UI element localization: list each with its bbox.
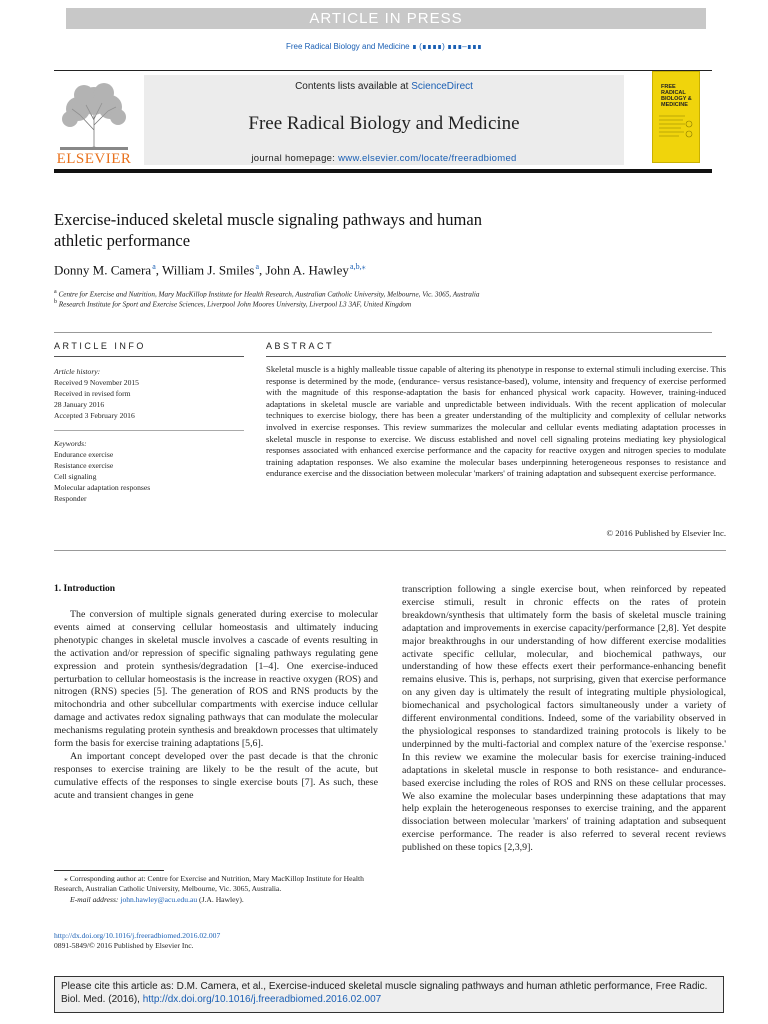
footnote-rule bbox=[54, 870, 164, 871]
article-title-line: athletic performance bbox=[54, 231, 191, 250]
publisher-wordmark: ELSEVIER bbox=[56, 151, 132, 167]
keyword: Resistance exercise bbox=[54, 461, 114, 470]
affiliation bbox=[54, 299, 411, 308]
journal-masthead bbox=[144, 75, 624, 165]
author-name: William J. Smiles bbox=[162, 262, 255, 278]
affiliation-text: Centre for Exercise and Nutrition, Mary MacKillop Institute for Health Research, Australian Catholic University, Melbourne, Vic. 3065, Australia bbox=[58, 290, 480, 299]
email-link[interactable]: john.hawley@acu.edu.au bbox=[120, 894, 198, 904]
abstract-text: Skeletal muscle is a highly malleable tissue capable of altering its phenotype in response to external stimuli including exercise. This response is determined by the mode, (endurance- versus resistance-based), volume, intensity and frequency of exercise performed with the magnitude of this response-adaptation the basis for enhanced physical work capacity. However, training-induced adaptations in skeletal muscle are variable and unpredictable between individuals. With the recent application of molecular techniques to exercise biology, there has been a greater understanding of the multiplicity and complexity of cellular networks involved in exercise responses. This review summarizes the molecular and cellular events mediating adaptation processes in skeletal muscle in response to exercise. We discuss established and novel cell signaling proteins mediating key physiological responses associated with enhanced exercise performance and the capacity for reactive oxygen and nitrogen species to modulate training adaptation responses. We also examine the molecular bases underpinning heterogeneous responses to resistance and endurance exercise and the dissociation between molecular 'markers' of training adaptation and subsequent exercise performance. bbox=[266, 364, 726, 479]
affiliation bbox=[54, 289, 480, 298]
keyword: Cell signaling bbox=[54, 472, 97, 481]
body-paragraph: The conversion of multiple signals generated during exercise to molecular events aimed at conserving cellular homeostasis and ultimately inducing phenotypic changes in skeletal muscle involves a cascade of events resulting in the activation and/or repression of specific signaling pathways regulating gene expression and protein synthesis/degradation [1–4]. One exercise-induced perturbation to cellular homeostasis is the increase in reactive oxygen (ROS) and nitrogen (RNS) species [5]. The generation of ROS and RNS products by the mitochondria and other subcellular compartments with exercise induce cellular damage and activates redox signaling pathways that can modulate the molecular mechanisms regulating protein synthesis and breakdown processes that ultimately form the basis for exercise training adaptations [5,6]. bbox=[54, 609, 378, 750]
contents-prefix: Contents lists available at bbox=[295, 81, 412, 92]
history-entry: Received 9 November 2015 bbox=[54, 378, 139, 387]
contents-lists-line bbox=[144, 81, 624, 92]
abstract-heading: ABSTRACT bbox=[266, 341, 335, 351]
email-line bbox=[54, 895, 380, 905]
cover-decoration-icon bbox=[657, 112, 695, 160]
sciencedirect-link[interactable]: ScienceDirect bbox=[411, 81, 473, 92]
article-title-line: Exercise-induced skeletal muscle signaling pathways and human bbox=[54, 210, 482, 229]
body-paragraph: An important concept developed over the past decade is that the chronic responses to exercise training are likely to be the result of the acute, but cumulative effects of the responses to single exercise bouts [7]. As such, these acute and transient changes in gene bbox=[54, 750, 378, 801]
history-entry: Received in revised form bbox=[54, 389, 131, 398]
cover-title bbox=[661, 84, 692, 108]
doi-block bbox=[54, 931, 220, 952]
author-affiliation-marker[interactable]: a bbox=[255, 262, 259, 271]
section-divider bbox=[54, 332, 712, 333]
keywords-label: Keywords: bbox=[54, 439, 87, 448]
email-label: E-mail address: bbox=[70, 894, 121, 904]
citation-text: Please cite this article as: D.M. Camera, et al., Exercise-induced skeletal muscle signaling pathways and human athletic performance, Free Radic. Biol. Med. (2016), bbox=[61, 981, 708, 1005]
affiliation-marker: a bbox=[54, 289, 57, 295]
author-affiliation-marker[interactable]: a,b,⁎ bbox=[350, 262, 366, 271]
abstract-rule bbox=[266, 356, 726, 357]
cover-title-line: FREE bbox=[661, 84, 676, 90]
body-paragraph: transcription following a single exercise bout, when reinforced by repeated exercise stimuli, result in chronic effects on the rates of protein breakdown/synthesis that ultimately form the basis of skeletal muscle training adaptation and improvements in exercise capacity/performance [2,8]. Yet despite major breakthroughs in our understanding of how different exercise modalities activate specific cellular, molecular, and biochemical pathways, our understanding of how these effects exert their performance-enhancing benefit remains elusive. This is, perhaps, not surprising, given that exercise performance on any given day is ultimately the result of integrating multiple physiological, biomechanical and psychological factors simultaneously under a variety of different environmental conditions. Indeed, some of the variability observed in the physiological responses to standardized training protocols is likely to be underpinned by the multi-factorial and complex nature of the 'exercise response.' In this review we examine the molecular basis for exercise training-induced adaptations in skeletal muscle in response to both resistance- and endurance-based exercise including the roles of ROS and RNS on these cellular processes. We also examine the molecular bases underpinning these adaptations that may help explain the heterogeneous responses to exercise training, and the apparent dissociation between molecular 'markers' of training adaptation and subsequent exercise performance. The reader is also referred to several recent reviews published on these topics [2,3,9]. bbox=[402, 584, 726, 854]
cover-title-line: RADICAL bbox=[661, 90, 686, 96]
article-history bbox=[54, 366, 244, 421]
keyword: Molecular adaptation responses bbox=[54, 483, 151, 492]
author-affiliation-marker[interactable]: a bbox=[152, 262, 156, 271]
journal-title: Free Radical Biology and Medicine bbox=[248, 113, 520, 134]
affiliation-text: Research Institute for Sport and Exercise Sciences, Liverpool John Moores University, Liverpool L3 3AF, United Kingdom bbox=[58, 300, 412, 309]
affiliation-marker: b bbox=[54, 299, 57, 305]
journal-homepage-line bbox=[144, 153, 624, 164]
article-info-inner-rule bbox=[54, 430, 244, 431]
corresponding-author-text: ⁎ Corresponding author at: Centre for Exercise and Nutrition, Mary MacKillop Institute for Health Research, Australian Catholic University, Melbourne, Vic. 3065, Australia. bbox=[54, 874, 364, 894]
journal-citation-line[interactable]: Free Radical Biology and Medicine ∎ (∎∎∎∎) ∎∎∎–∎∎∎ bbox=[285, 42, 483, 51]
author-list: Donny M. Camera $^a$, William J. Smiles $^a$, John A. Hawley $^{a,b,⁎}$ bbox=[54, 262, 366, 278]
author-name: Donny M. Camera bbox=[54, 262, 152, 278]
article-info-heading: ARTICLE INFO bbox=[54, 341, 146, 351]
homepage-link[interactable]: www.elsevier.com/locate/freeradbiomed bbox=[338, 153, 517, 164]
cover-title-line: MEDICINE bbox=[661, 102, 688, 108]
citation-doi-link[interactable]: http://dx.doi.org/10.1016/j.freeradbiomed.2016.02.007 bbox=[142, 994, 382, 1005]
article-title bbox=[54, 209, 634, 251]
keyword: Endurance exercise bbox=[54, 450, 114, 459]
introduction-heading: 1. Introduction bbox=[54, 584, 116, 594]
journal-cover-thumbnail[interactable] bbox=[652, 71, 700, 163]
keywords-block bbox=[54, 438, 244, 504]
cover-title-line: BIOLOGY & bbox=[661, 96, 692, 102]
left-column bbox=[54, 609, 378, 803]
homepage-label: journal homepage: bbox=[251, 153, 339, 164]
copyright-line: © 2016 Published by Elsevier Inc. bbox=[606, 528, 726, 538]
header-divider bbox=[54, 169, 712, 173]
email-suffix: (J.A. Hawley). bbox=[197, 894, 244, 904]
keyword: Responder bbox=[54, 494, 87, 503]
citation-box bbox=[54, 976, 724, 1013]
journal-header bbox=[54, 70, 712, 168]
corresponding-author-footnote bbox=[54, 874, 380, 905]
author-name: John A. Hawley bbox=[265, 262, 349, 278]
history-entry: Accepted 3 February 2016 bbox=[54, 411, 135, 420]
article-history-label: Article history: bbox=[54, 367, 101, 376]
article-info-rule bbox=[54, 356, 244, 357]
article-in-press-banner: ARTICLE IN PRESS bbox=[66, 8, 706, 29]
right-column bbox=[402, 584, 726, 855]
history-entry: 28 January 2016 bbox=[54, 400, 105, 409]
abstract-bottom-rule bbox=[54, 550, 726, 551]
issn-line: 0891-5849/© 2016 Published by Elsevier Inc. bbox=[54, 941, 194, 951]
doi-link[interactable]: http://dx.doi.org/10.1016/j.freeradbiomed.2016.02.007 bbox=[54, 931, 221, 940]
